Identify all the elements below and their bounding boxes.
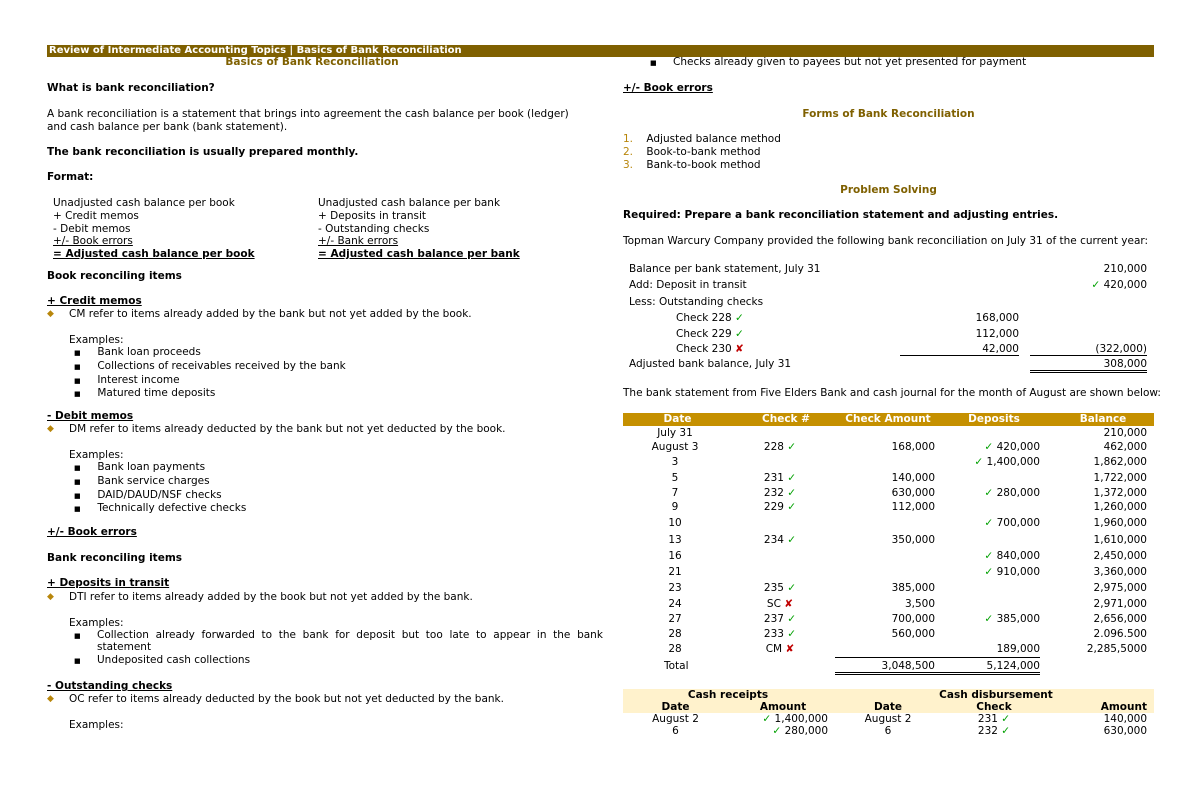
cell-deposit: ✓ 910,000 — [984, 566, 1040, 578]
cell-date: 10 — [668, 517, 682, 529]
forms-title: Forms of Bank Reconciliation — [802, 108, 975, 120]
cell-balance: 1,260,000 — [1093, 501, 1147, 513]
recon-check-amount: 168,000 — [975, 312, 1019, 324]
credit-memos-examples — [74, 346, 346, 401]
list-number: 2. — [623, 145, 634, 158]
cell-balance: 462,000 — [1103, 441, 1147, 453]
bank-total-label: Total — [664, 660, 689, 672]
credit-memos-heading: + Credit memos — [47, 295, 142, 307]
cell-check-amount: 630,000 — [891, 487, 935, 499]
recon-dit-label: Add: Deposit in transit — [629, 279, 747, 291]
list-item: Bank service charges — [97, 474, 210, 487]
cell-check: CM ✘ — [765, 643, 795, 655]
square-bullet-icon: ■ — [74, 362, 81, 371]
square-bullet-icon: ■ — [74, 657, 81, 665]
format-bank-line: + Deposits in transit — [318, 209, 427, 222]
cell-date: 7 — [671, 487, 679, 499]
definition-line-2: and cash balance per bank (bank statement). — [47, 121, 288, 133]
cell-deposit: ✓ 280,000 — [984, 487, 1040, 499]
diamond-bullet-icon: ◆ — [47, 694, 54, 704]
square-bullet-icon: ■ — [74, 505, 81, 514]
recon-check-label: Check 230 ✘ — [676, 343, 744, 355]
column-header: Amount — [1100, 701, 1147, 713]
cell-deposit: ✓ 420,000 — [984, 441, 1040, 453]
cell-date: August 3 — [651, 441, 699, 453]
square-bullet-icon: ■ — [74, 390, 81, 399]
format-book-line: + Credit memos — [53, 209, 139, 222]
recon-adjusted-value: 308,000 — [1030, 358, 1147, 373]
check-mark-icon: ✓ — [762, 713, 772, 725]
debit-memos-definition: DM refer to items already deducted by the bank but not yet deducted by the book. — [69, 423, 506, 435]
column-header: Deposits — [968, 413, 1020, 425]
cell-check: 228 ✓ — [763, 441, 797, 453]
cell-disb-check: 231 ✓ — [977, 713, 1011, 725]
cell-check-amount: 140,000 — [891, 472, 935, 484]
cell-check: 234 ✓ — [763, 534, 797, 546]
list-item: Adjusted balance method — [646, 133, 781, 145]
cell-disb-amount: 630,000 — [1103, 725, 1147, 737]
column-header: Balance — [1079, 413, 1127, 425]
check-mark-icon: ✓ — [787, 628, 797, 640]
check-mark-icon: ✓ — [787, 613, 797, 625]
cell-deposit: ✓ 385,000 — [984, 613, 1040, 625]
book-items-heading: Book reconciling items — [47, 270, 182, 282]
cell-check-amount: 385,000 — [891, 582, 935, 594]
cash-disbursement-heading: Cash disbursement — [939, 689, 1053, 701]
cell-disb-check: 232 ✓ — [977, 725, 1011, 737]
list-item: Collections of receivables received by the bank — [97, 359, 346, 372]
check-mark-icon: ✓ — [984, 613, 994, 625]
list-item: Collection already forwarded to the bank for deposit but too late to appear in the bank — [97, 629, 603, 641]
check-mark-icon: ✓ — [735, 328, 744, 340]
check-mark-icon: ✓ — [735, 312, 744, 324]
format-book-column — [53, 197, 255, 261]
recon-check-label: Check 228 ✓ — [676, 312, 744, 324]
outstanding-checks-example: Checks already given to payees but not yet presented for payment — [673, 56, 1027, 68]
format-bank-total: = Adjusted cash balance per bank — [318, 248, 520, 261]
deposits-in-transit-heading: + Deposits in transit — [47, 577, 170, 589]
recon-check-amount: 42,000 — [900, 343, 1019, 356]
check-mark-icon: ✓ — [1001, 725, 1011, 737]
column-header: Amount — [759, 701, 807, 713]
check-mark-icon: ✓ — [787, 487, 797, 499]
format-book-total: = Adjusted cash balance per book — [53, 248, 255, 261]
list-item: DAID/DAUD/NSF checks — [97, 488, 222, 501]
credit-memos-definition: CM refer to items already added by the bank but not yet added by the book. — [69, 308, 472, 320]
cell-date: July 31 — [657, 427, 693, 439]
square-bullet-icon: ■ — [74, 477, 81, 486]
cross-mark-icon: ✘ — [735, 343, 744, 355]
cell-balance: 2,285,5000 — [1086, 643, 1147, 655]
cell-balance: 1,610,000 — [1093, 534, 1147, 546]
recon-adjusted-label: Adjusted bank balance, July 31 — [629, 358, 792, 370]
cell-date: 13 — [668, 534, 682, 546]
left-title: Basics of Bank Reconciliation — [225, 56, 399, 68]
cell-balance: 210,000 — [1103, 427, 1147, 439]
recon-check-amount: 112,000 — [975, 328, 1019, 340]
column-header: Check — [976, 701, 1012, 713]
definition-line-1: A bank reconciliation is a statement that brings into agreement the cash balance per book (ledger) — [47, 108, 569, 120]
cell-receipt-date: 6 — [672, 725, 679, 737]
cell-check: 237 ✓ — [763, 613, 797, 625]
square-bullet-icon: ■ — [74, 632, 81, 640]
examples-label: Examples: — [69, 719, 124, 731]
column-header: Date — [874, 701, 902, 713]
recon-balance-value: 210,000 — [1103, 263, 1147, 275]
format-label: Format: — [47, 171, 94, 183]
diamond-bullet-icon: ◆ — [47, 309, 54, 319]
cell-balance: 3,360,000 — [1093, 566, 1147, 578]
cell-date: 28 — [668, 628, 682, 640]
cell-deposit: 189,000 — [996, 643, 1040, 655]
debit-memos-heading: - Debit memos — [47, 410, 134, 422]
cell-date: 24 — [668, 598, 682, 610]
cell-check: 229 ✓ — [763, 501, 797, 513]
cell-check-amount: 700,000 — [891, 613, 935, 625]
check-mark-icon: ✓ — [1001, 713, 1011, 725]
cell-check: SC ✘ — [766, 598, 794, 610]
cell-check: 231 ✓ — [763, 472, 797, 484]
list-item: Bank loan payments — [97, 461, 206, 473]
bank-items-heading: Bank reconciling items — [47, 552, 183, 564]
check-mark-icon: ✓ — [984, 441, 994, 453]
column-header: Check # — [762, 413, 810, 425]
recon-balance-label: Balance per bank statement, July 31 — [629, 263, 821, 275]
check-mark-icon: ✓ — [772, 725, 782, 737]
examples-label: Examples: — [69, 334, 124, 346]
recon-checks-total: (322,000) — [1030, 343, 1147, 356]
list-number: 3. — [623, 158, 634, 171]
check-mark-icon: ✓ — [787, 441, 797, 453]
format-bank-line: +/- Bank errors — [318, 235, 399, 248]
cell-receipt-amount: ✓ 1,400,000 — [762, 713, 828, 725]
square-bullet-icon: ■ — [650, 59, 657, 67]
format-bank-line: - Outstanding checks — [318, 222, 430, 235]
cell-balance: 1,960,000 — [1093, 517, 1147, 529]
column-header: Date — [661, 701, 690, 713]
column-header: Date — [663, 413, 692, 425]
cell-disb-date: 6 — [884, 725, 892, 737]
square-bullet-icon: ■ — [74, 491, 81, 500]
journal-group-header — [623, 689, 1154, 701]
problem-intro: Topman Warcury Company provided the following bank reconciliation on July 31 of the current year: — [623, 235, 1149, 247]
cell-balance: 1,722,000 — [1093, 472, 1147, 484]
monthly-note: The bank reconciliation is usually prepared monthly. — [47, 146, 359, 158]
cell-check: 232 ✓ — [763, 487, 797, 499]
statement-intro: The bank statement from Five Elders Bank and cash journal for the month of August are shown below: — [623, 387, 1161, 399]
recon-check-label: Check 229 ✓ — [676, 328, 744, 340]
cell-disb-date: August 2 — [864, 713, 912, 725]
cell-deposit: ✓ 840,000 — [984, 550, 1040, 562]
square-bullet-icon: ■ — [74, 349, 81, 357]
diamond-bullet-icon: ◆ — [47, 424, 54, 434]
bank-total-amount: 3,048,500 — [835, 657, 935, 675]
debit-memos-examples — [74, 461, 246, 516]
bank-statement-header — [623, 413, 1154, 426]
forms-list — [623, 133, 781, 171]
list-item: Undeposited cash collections — [97, 654, 251, 666]
cell-date: 21 — [668, 566, 682, 578]
list-item: Book-to-bank method — [646, 145, 761, 158]
book-errors-heading-right: +/- Book errors — [623, 82, 713, 94]
cell-date: 27 — [668, 613, 682, 625]
cell-check: 233 ✓ — [763, 628, 797, 640]
cell-balance: 1,372,000 — [1093, 487, 1147, 499]
book-errors-heading: +/- Book errors — [47, 526, 137, 538]
cell-deposit: ✓ 1,400,000 — [974, 456, 1040, 468]
cell-check-amount: 350,000 — [891, 534, 935, 546]
check-mark-icon: ✓ — [787, 472, 797, 484]
cell-balance: 2,450,000 — [1093, 550, 1147, 562]
column-header: Check Amount — [845, 413, 931, 425]
check-mark-icon: ✓ — [1091, 279, 1101, 291]
recon-less-label: Less: Outstanding checks — [629, 296, 764, 308]
cell-balance: 2,975,000 — [1093, 582, 1147, 594]
check-mark-icon: ✓ — [984, 550, 994, 562]
diamond-bullet-icon: ◆ — [47, 592, 54, 602]
cross-mark-icon: ✘ — [785, 643, 795, 655]
check-mark-icon: ✓ — [787, 582, 797, 594]
cell-receipt-amount: ✓ 280,000 — [772, 725, 828, 737]
list-item: Matured time deposits — [97, 387, 216, 400]
list-number: 1. — [623, 133, 634, 145]
list-item: Bank-to-book method — [646, 158, 761, 171]
list-item: Interest income — [97, 373, 180, 386]
recon-dit-value: ✓ 420,000 — [1091, 279, 1147, 291]
cell-balance: 1,862,000 — [1093, 456, 1147, 468]
examples-label: Examples: — [69, 449, 124, 461]
format-book-line: - Debit memos — [53, 222, 131, 235]
check-mark-icon: ✓ — [984, 566, 994, 578]
bank-total-deposits: 5,124,000 — [935, 657, 1040, 675]
check-mark-icon: ✓ — [787, 501, 797, 513]
list-item: statement — [97, 641, 152, 653]
cell-date: 28 — [668, 643, 682, 655]
cell-date: 16 — [668, 550, 682, 562]
cell-balance: 2.096.500 — [1093, 628, 1147, 640]
check-mark-icon: ✓ — [984, 517, 994, 529]
cell-balance: 2,971,000 — [1093, 598, 1147, 610]
cell-receipt-date: August 2 — [652, 713, 699, 725]
square-bullet-icon: ■ — [74, 464, 81, 472]
list-item: Technically defective checks — [97, 502, 247, 515]
format-book-line: Unadjusted cash balance per book — [53, 197, 235, 209]
cell-deposit: ✓ 700,000 — [984, 517, 1040, 529]
cell-disb-amount: 140,000 — [1103, 713, 1147, 725]
document-header: Review of Intermediate Accounting Topics | Basics of Bank Reconciliation — [47, 45, 1154, 57]
format-book-line: +/- Book errors — [53, 235, 133, 248]
journal-column-header — [623, 701, 1154, 713]
check-mark-icon: ✓ — [787, 534, 797, 546]
cell-date: 5 — [671, 472, 679, 484]
deposits-in-transit-definition: DTI refer to items already added by the book but not yet added by the bank. — [69, 591, 473, 603]
examples-label: Examples: — [69, 617, 124, 629]
cell-check: 235 ✓ — [763, 582, 797, 594]
outstanding-checks-heading: - Outstanding checks — [47, 680, 173, 692]
square-bullet-icon: ■ — [74, 376, 81, 385]
required-note: Required: Prepare a bank reconciliation statement and adjusting entries. — [623, 209, 1059, 221]
cell-check-amount: 560,000 — [891, 628, 935, 640]
cell-date: 23 — [668, 582, 682, 594]
format-bank-column — [318, 197, 520, 261]
outstanding-checks-definition: OC refer to items already deducted by the book but not yet deducted by the bank. — [69, 693, 504, 705]
cell-check-amount: 112,000 — [891, 501, 935, 513]
format-bank-line: Unadjusted cash balance per bank — [318, 197, 501, 209]
problem-title: Problem Solving — [840, 184, 937, 196]
check-mark-icon: ✓ — [984, 487, 994, 499]
cell-check-amount: 3,500 — [904, 598, 935, 610]
cell-date: 3 — [671, 456, 679, 468]
cell-check-amount: 168,000 — [891, 441, 935, 453]
list-item: Bank loan proceeds — [97, 346, 201, 358]
cash-receipts-heading: Cash receipts — [687, 689, 769, 701]
check-mark-icon: ✓ — [974, 456, 984, 468]
question-heading: What is bank reconciliation? — [47, 82, 215, 94]
cross-mark-icon: ✘ — [784, 598, 794, 610]
cell-balance: 2,656,000 — [1093, 613, 1147, 625]
cell-date: 9 — [671, 501, 679, 513]
